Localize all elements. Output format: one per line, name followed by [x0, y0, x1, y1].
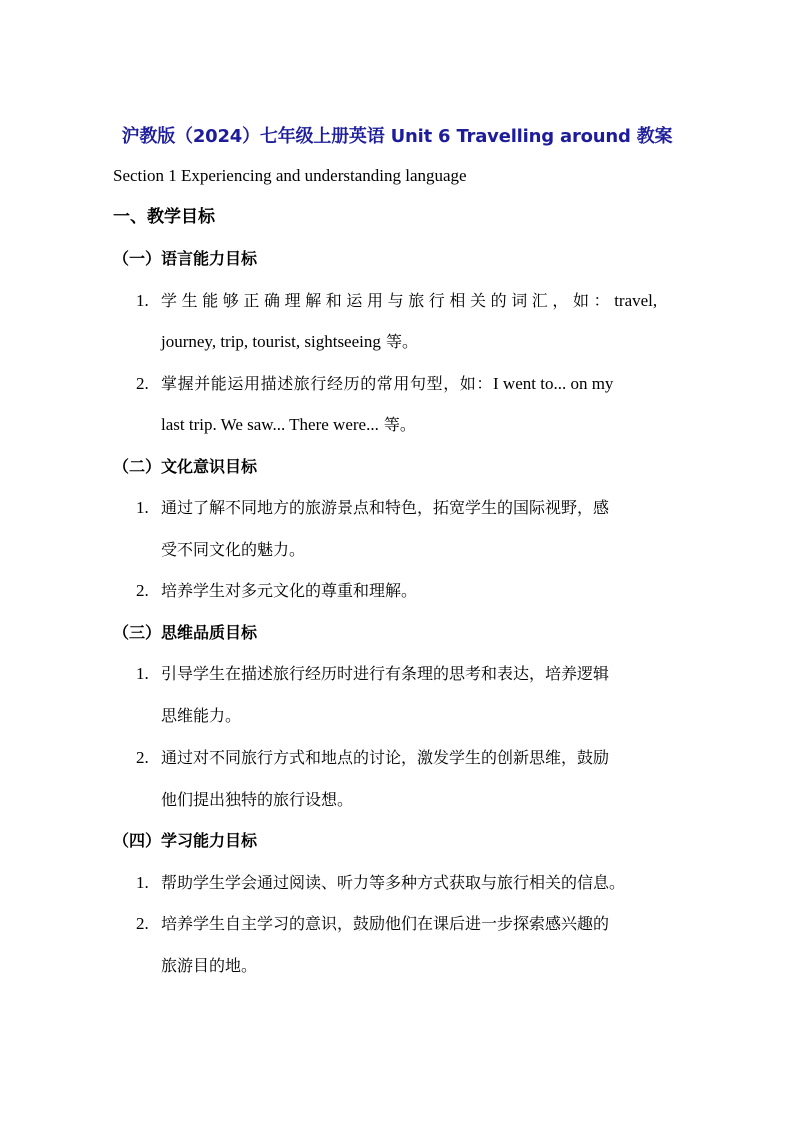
list-item-text: 帮助学生学会通过阅读、听力等多种方式获取与旅行相关的信息。: [161, 873, 626, 892]
list-item-line: [161, 331, 683, 353]
list-item-text: 掌握并能运用描述旅行经历的常用句型，如：: [161, 374, 494, 393]
list-item-text-en: travel,: [614, 291, 658, 310]
list-item-text: 通过了解不同地方的旅游景点和特色，拓宽学生的国际视野，感: [161, 498, 610, 517]
list-number: 2.: [136, 748, 149, 767]
list-item-text: 等。: [378, 415, 416, 434]
list-item-text: 通过对不同旅行方式和地点的讨论，激发学生的创新思维，鼓励: [161, 748, 610, 767]
list-item-text: 引导学生在描述旅行经历时进行有条理的思考和表达，培养逻辑: [161, 664, 610, 683]
list-item-text-en: journey, trip, tourist, sightseeing: [161, 332, 381, 351]
heading-teaching-objectives: 一、教学目标: [113, 207, 215, 227]
list-item-text: 等。: [380, 332, 418, 351]
list-item-line: [161, 290, 683, 312]
list-item-text: 学生能够正确理解和运用与旅行相关的词汇，如：: [161, 291, 615, 310]
list-number: 2.: [136, 581, 149, 600]
list-item-line: [161, 414, 683, 436]
heading-thinking-quality: （三）思维品质目标: [113, 623, 258, 642]
list-item-text-en: last trip. We saw... There were...: [161, 415, 379, 434]
list-number: 2.: [136, 914, 149, 933]
document-title: 沪教版（2024）七年级上册英语 Unit 6 Travelling around 教案: [121, 126, 673, 147]
list-item-text: 受不同文化的魅力。: [161, 540, 306, 559]
list-number: 1.: [136, 291, 149, 310]
list-item-text: 培养学生对多元文化的尊重和理解。: [161, 581, 418, 600]
list-item-text-en: I went to... on my: [493, 374, 614, 393]
heading-cultural-awareness: （二）文化意识目标: [113, 457, 258, 476]
list-item-text: 培养学生自主学习的意识，鼓励他们在课后进一步探索感兴趣的: [161, 914, 610, 933]
heading-language-ability: （一）语言能力目标: [113, 249, 258, 268]
section-subtitle: Section 1 Experiencing and understanding language: [113, 166, 467, 185]
list-item-text: 他们提出独特的旅行设想。: [161, 790, 354, 809]
list-item-text: 旅游目的地。: [161, 956, 258, 975]
list-item-text: 思维能力。: [161, 706, 242, 725]
list-number: 1.: [136, 498, 149, 517]
list-item-line: [161, 373, 683, 395]
list-number: 2.: [136, 374, 149, 393]
heading-learning-ability: （四）学习能力目标: [113, 831, 258, 850]
list-number: 1.: [136, 664, 149, 683]
list-number: 1.: [136, 873, 149, 892]
